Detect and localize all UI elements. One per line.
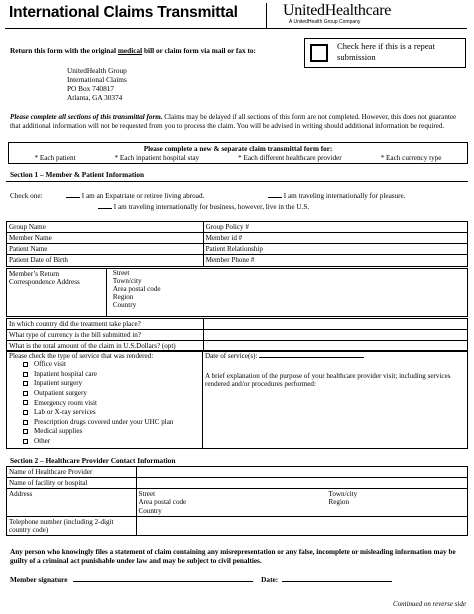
service-type-cell xyxy=(7,351,203,449)
checkbox-icon[interactable] xyxy=(23,391,28,396)
service-label: Medical supplies xyxy=(34,427,83,436)
section2-title: Section 2 – Healthcare Provider Contact Information xyxy=(10,456,176,465)
completion-instructions xyxy=(10,113,468,130)
checkbox-icon[interactable] xyxy=(23,362,28,367)
answer-currency[interactable] xyxy=(203,330,467,341)
address-line: Atlanta, GA 30374 xyxy=(67,92,123,102)
provider-address-input[interactable] xyxy=(136,489,467,516)
header-rule xyxy=(5,28,467,29)
date-of-service-label: Date of service(s): xyxy=(205,352,258,360)
option-expatriate[interactable] xyxy=(66,192,204,200)
checkbox-icon[interactable] xyxy=(23,400,28,405)
date-label: Date: xyxy=(261,575,279,584)
date-of-service-row[interactable] xyxy=(205,352,465,360)
checkbox-icon[interactable] xyxy=(23,381,28,386)
checkbox-icon[interactable] xyxy=(23,372,28,377)
service-option[interactable] xyxy=(23,360,200,370)
address-postal-label: Area postal code xyxy=(112,284,161,293)
service-details-cell xyxy=(203,351,468,449)
service-label: Prescription drugs covered under your UHC plan xyxy=(34,417,174,426)
member-id-field[interactable]: Member id # xyxy=(203,233,467,244)
member-signature-input[interactable] xyxy=(73,581,253,582)
member-info-table xyxy=(6,221,468,267)
checkbox-icon[interactable] xyxy=(23,420,28,425)
member-phone-field[interactable]: Member Phone # xyxy=(203,255,467,266)
service-option[interactable] xyxy=(23,427,200,437)
service-table xyxy=(6,350,468,449)
patient-relationship-field[interactable]: Patient Relationship xyxy=(203,244,467,255)
option-traveling-business[interactable] xyxy=(98,203,309,211)
return-text-underlined: medical xyxy=(117,46,143,55)
provider-address-label: Address xyxy=(7,489,137,516)
separate-form-notice xyxy=(8,142,468,164)
separate-form-item: * Each patient xyxy=(34,154,76,162)
instructions-emphasis: Please complete all sections of this transmittal form. xyxy=(10,113,163,121)
facility-name-label: Name of facility or hospital xyxy=(7,478,137,489)
address-region-label: Region xyxy=(112,292,134,301)
return-address-table xyxy=(6,268,468,317)
check-one-label: Check one: xyxy=(10,192,43,200)
option-blank[interactable] xyxy=(98,208,112,209)
section1-rule xyxy=(6,181,468,182)
address-town-label: Town/city xyxy=(112,276,142,285)
facility-name-input[interactable] xyxy=(136,478,467,489)
patient-name-field[interactable]: Patient Name xyxy=(7,244,204,255)
service-option[interactable] xyxy=(23,408,200,418)
instructions-text: Claims may be delayed if all sections of this form are not completed. However, this does not guarantee that additional information will not be requested from you to process the claim. You will be advised in writing should additional information be required. xyxy=(10,113,457,130)
repeat-submission-label: Check here if this is a repeat submission xyxy=(337,41,435,62)
date-input[interactable] xyxy=(282,581,392,582)
repeat-submission-checkbox[interactable] xyxy=(310,44,328,62)
header-divider xyxy=(266,3,267,28)
provider-telephone-input[interactable] xyxy=(136,516,467,535)
continued-note: Continued on reverse side xyxy=(392,600,466,608)
option-business-label: I am traveling internationally for business, however, live in the U.S. xyxy=(113,203,310,211)
logo-subtitle: A UnitedHealth Group Company xyxy=(289,19,361,26)
question-currency: What type of currency is the bill submitted in? xyxy=(7,330,204,341)
option-traveling-pleasure[interactable] xyxy=(268,192,406,200)
address-country-label: Country xyxy=(112,300,137,309)
service-label: Outpatient surgery xyxy=(34,388,87,397)
checkbox-icon[interactable] xyxy=(23,439,28,444)
service-option[interactable] xyxy=(23,437,200,447)
provider-table xyxy=(6,466,468,536)
option-blank[interactable] xyxy=(268,197,282,198)
service-label: Office visit xyxy=(34,360,66,369)
return-address-label: Member’s Return Correspondence Address xyxy=(7,269,107,317)
option-traveling-label: I am traveling internationally for pleasure. xyxy=(283,192,406,200)
option-expatriate-label: I am an Expatriate or retiree living abroad. xyxy=(81,192,205,200)
address-street-label: Street xyxy=(112,269,130,277)
answer-country[interactable] xyxy=(203,319,467,330)
service-option[interactable] xyxy=(23,399,200,409)
option-blank[interactable] xyxy=(66,197,80,198)
separate-form-heading: Please complete a new & separate claim transmittal form for: xyxy=(143,145,333,153)
service-label: Inpatient hospital care xyxy=(34,369,98,378)
group-policy-field[interactable]: Group Policy # xyxy=(203,222,467,233)
question-total: What is the total amount of the claim in U.S.Dollars? (opt) xyxy=(7,341,204,352)
checkbox-icon[interactable] xyxy=(23,429,28,434)
member-name-field[interactable]: Member Name xyxy=(7,233,204,244)
service-option[interactable] xyxy=(23,418,200,428)
checkbox-icon[interactable] xyxy=(23,410,28,415)
separate-form-item: * Each inpatient hospital stay xyxy=(114,154,200,162)
address-line: International Claims xyxy=(67,74,127,84)
service-label: Emergency room visit xyxy=(34,398,97,407)
provider-street-label: Street xyxy=(138,490,156,499)
signature-row xyxy=(10,576,392,584)
service-label: Other xyxy=(34,436,51,445)
provider-telephone-label: Telephone number (including 2-digit country code) xyxy=(7,516,137,535)
mailing-address xyxy=(67,67,127,103)
visit-explanation-label: A brief explanation of the purpose of your healthcare provider visit; including services rendered and/or procedures performed: xyxy=(205,372,451,389)
service-label: Lab or X-ray services xyxy=(34,408,96,417)
provider-postal-label: Area postal code xyxy=(138,498,187,507)
address-line: UnitedHealth Group xyxy=(67,66,127,75)
service-type-heading: Please check the type of service that was rendered: xyxy=(9,352,154,360)
return-address-field[interactable] xyxy=(106,269,467,317)
provider-country-label: Country xyxy=(138,506,162,515)
group-name-field[interactable]: Group Name xyxy=(7,222,204,233)
section1-title: Section 1 – Member & Patient Information xyxy=(10,170,145,179)
form-title: International Claims Transmittal xyxy=(9,4,238,21)
service-option[interactable] xyxy=(23,389,200,399)
return-text-before: Return this form with the original xyxy=(10,46,118,55)
separate-form-item: * Each different healthcare provider xyxy=(238,154,342,162)
date-of-service-input[interactable] xyxy=(259,357,364,358)
member-signature-label: Member signature xyxy=(10,575,68,584)
claim-questions-table xyxy=(6,318,468,352)
company-logo xyxy=(283,2,391,26)
separate-form-item: * Each currency type xyxy=(380,154,442,162)
return-instructions xyxy=(10,47,256,55)
question-country: In which country did the treatment take place? xyxy=(7,319,204,330)
provider-name-input[interactable] xyxy=(136,467,467,478)
patient-dob-field[interactable]: Patient Date of Birth xyxy=(7,255,204,266)
return-text-after: bill or claim form via mail or fax to: xyxy=(142,46,256,55)
fraud-warning: Any person who knowingly files a statement of claim containing any misrepresentation or any false, incomplete or misleading information may be guilty of a criminal act punishable under law and may be subject to civil penalties. xyxy=(10,548,456,565)
provider-name-label: Name of Healthcare Provider xyxy=(7,467,137,478)
service-option[interactable] xyxy=(23,370,200,380)
address-line: PO Box 740817 xyxy=(67,83,115,93)
service-label: Inpatient surgery xyxy=(34,379,83,388)
provider-region-label: Region xyxy=(328,498,350,507)
logo-name: UnitedHealthcare xyxy=(283,2,392,19)
repeat-submission-box xyxy=(304,38,466,68)
provider-town-label: Town/city xyxy=(328,490,358,499)
service-option[interactable] xyxy=(23,379,200,389)
